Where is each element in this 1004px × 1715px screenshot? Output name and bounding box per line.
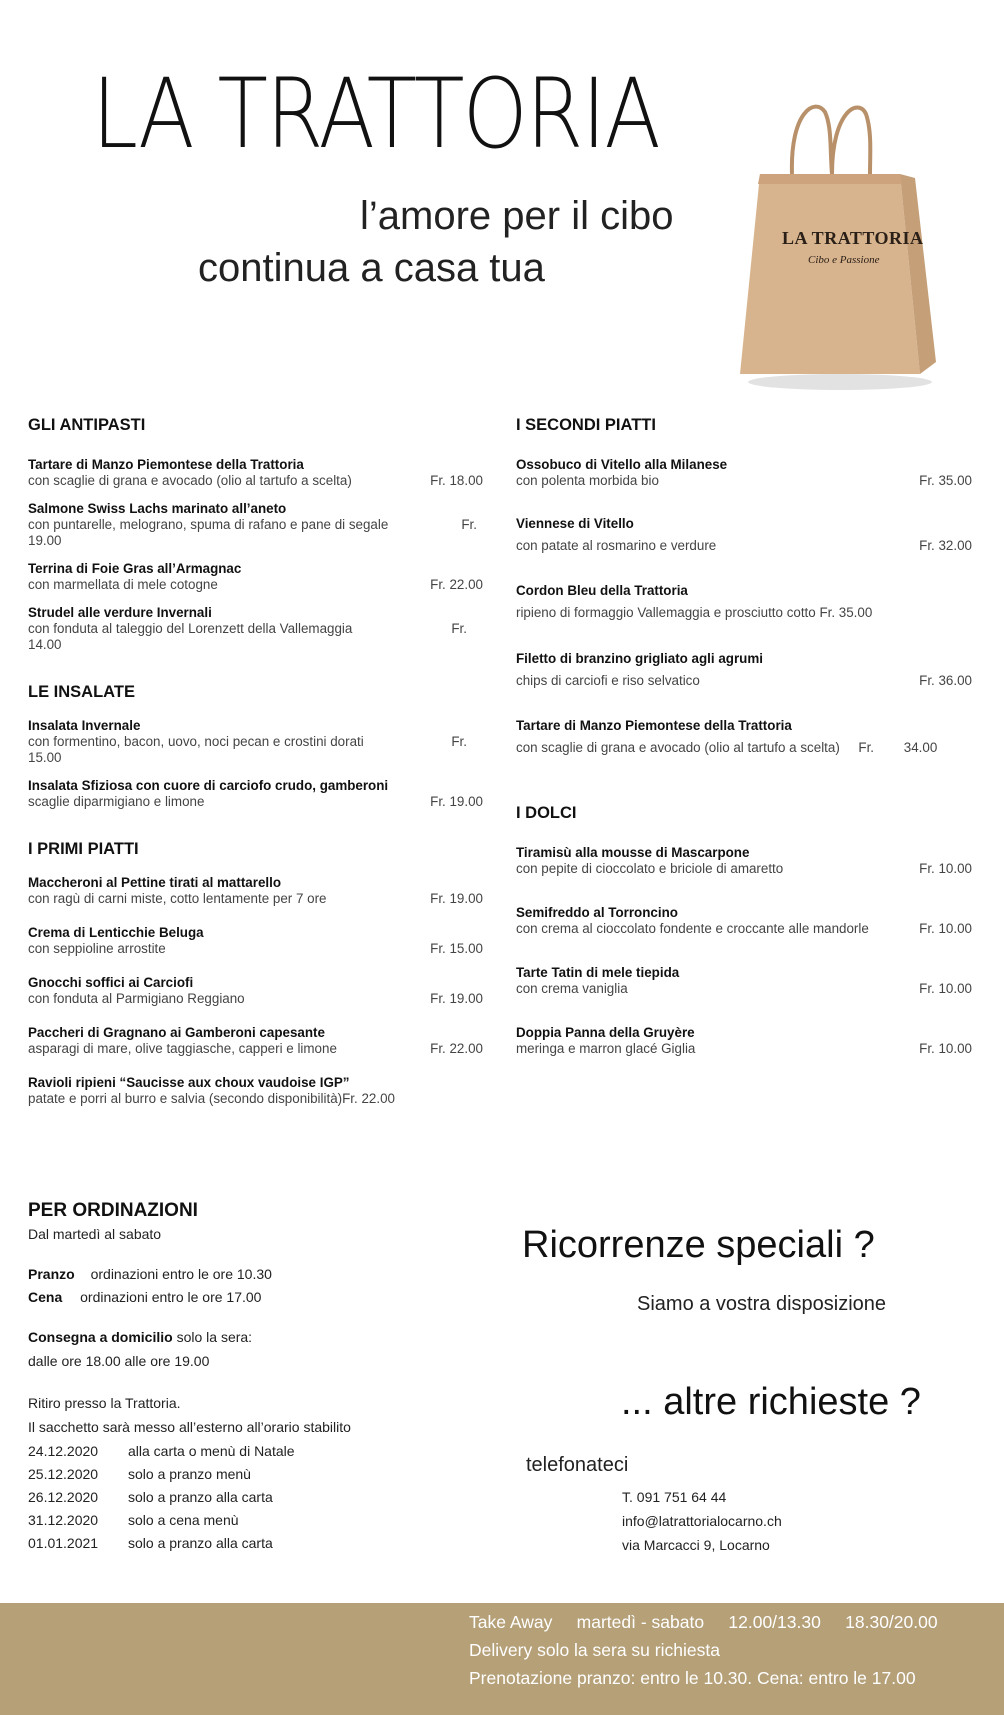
menu-item: [516, 457, 972, 489]
item-desc: con patate al rosmarino e verdure: [516, 538, 717, 553]
bag-brand: LA TRATTORIA: [782, 228, 924, 248]
paper-bag-image: [740, 92, 940, 392]
item-price: Fr. 18.00: [430, 473, 483, 488]
ordering-title: PER ORDINAZIONI: [28, 1200, 198, 1221]
holiday-date: 31.12.2020: [28, 1512, 99, 1528]
menu-item: [28, 778, 483, 810]
holiday-note: solo a pranzo menù: [128, 1466, 251, 1482]
holiday-date: 25.12.2020: [28, 1466, 99, 1482]
holiday-date-row: [28, 1466, 488, 1482]
item-desc: con crema vaniglia: [516, 981, 628, 996]
item-name: Crema di Lenticchie Beluga: [28, 925, 204, 940]
item-price: Fr. 10.00: [919, 861, 972, 876]
item-desc: con formentino, bacon, uovo, noci pecan e crostini dorati: [28, 734, 364, 749]
item-name: Tartare di Manzo Piemontese della Trattoria: [516, 718, 792, 733]
ritiro-line-2: Il sacchetto sarà messo all’esterno all’orario stabilito: [28, 1419, 351, 1435]
contact-phone[interactable]: T. 091 751 64 44: [622, 1489, 727, 1505]
consegna-row: [28, 1329, 488, 1345]
section-title-insalate: LE INSALATE: [28, 683, 135, 701]
item-price: Fr. 36.00: [919, 673, 972, 688]
item-name: Doppia Panna della Gruyère: [516, 1025, 695, 1040]
section-title-secondi: I SECONDI PIATTI: [516, 416, 656, 434]
holiday-note: alla carta o menù di Natale: [128, 1443, 295, 1459]
item-name: Tarte Tatin di mele tiepida: [516, 965, 680, 980]
item-name: Insalata Sfiziosa con cuore di carciofo crudo, gamberoni: [28, 778, 389, 793]
item-desc: patate e porri al burro e salvia (secondo disponibilità)Fr. 22.00: [28, 1091, 395, 1106]
item-price: Fr. 19.00: [430, 991, 483, 1006]
item-desc: con seppioline arrostite: [28, 941, 166, 956]
page-title: LA TRATTORIA: [92, 58, 660, 170]
item-name: Semifreddo al Torroncino: [516, 905, 678, 920]
item-name: Cordon Bleu della Trattoria: [516, 583, 688, 598]
item-desc: con marmellata di mele cotogne: [28, 577, 218, 592]
footer-prenotazione: Prenotazione pranzo: entro le 10.30. Cena: entro le 17.00: [469, 1668, 916, 1688]
tagline-2: continua a casa tua: [198, 246, 545, 290]
item-price: Fr. 19.00: [430, 794, 483, 809]
pranzo-text: ordinazioni entro le ore 10.30: [90, 1266, 272, 1282]
item-price: Fr. 35.00: [919, 473, 972, 488]
holiday-note: solo a pranzo alla carta: [128, 1535, 273, 1551]
item-price-wrap: 19.00: [28, 533, 62, 548]
holiday-note: solo a cena menù: [128, 1512, 239, 1528]
item-name: Tiramisù alla mousse di Mascarpone: [516, 845, 750, 860]
menu-right-column: [516, 416, 972, 1057]
menu-item: [28, 457, 483, 489]
item-name: Viennese di Vitello: [516, 516, 634, 531]
item-desc: scaglie diparmigiano e limone: [28, 794, 205, 809]
menu-item: [28, 1075, 483, 1107]
menu-item: [516, 905, 972, 937]
holiday-date: 26.12.2020: [28, 1489, 99, 1505]
item-name: Filetto di branzino grigliato agli agrumi: [516, 651, 763, 666]
holiday-dates-list: [28, 1443, 488, 1551]
item-name: Ravioli ripieni “Saucisse aux choux vaudoise IGP”: [28, 1075, 350, 1090]
item-price: Fr. 10.00: [919, 981, 972, 996]
consegna-label: Consegna a domicilio: [28, 1329, 173, 1345]
item-price: Fr. 22.00: [430, 577, 483, 592]
item-price: Fr.: [451, 621, 467, 636]
holiday-date-row: [28, 1535, 488, 1551]
contact-email[interactable]: info@latrattorialocarno.ch: [622, 1513, 782, 1529]
item-desc: ripieno di formaggio Vallemaggia e prosciutto cotto Fr. 35.00: [516, 605, 873, 620]
menu-item: [28, 875, 483, 907]
menu-item: [28, 975, 483, 1007]
item-desc: con crema al cioccolato fondente e croccante alle mandorle: [516, 921, 869, 936]
item-desc: con pepite di cioccolato e briciole di amaretto: [516, 861, 784, 876]
item-name: Paccheri di Gragnano ai Gamberoni capesante: [28, 1025, 325, 1040]
item-name: Ossobuco di Vitello alla Milanese: [516, 457, 728, 472]
menu-item: [516, 516, 972, 554]
menu-item: [516, 718, 972, 756]
pranzo-label: Pranzo: [28, 1266, 75, 1282]
holiday-date: 01.01.2021: [28, 1535, 99, 1551]
item-name: Strudel alle verdure Invernali: [28, 605, 212, 620]
disposizione-text: Siamo a vostra disposizione: [637, 1293, 887, 1315]
item-price: Fr. 10.00: [919, 921, 972, 936]
item-price-wrap: 14.00: [28, 637, 62, 652]
cena-row: [28, 1289, 488, 1305]
item-price: Fr.: [451, 734, 467, 749]
menu-item: [516, 965, 972, 997]
menu-item: [28, 561, 483, 593]
holiday-date-row: [28, 1512, 488, 1528]
item-name: Salmone Swiss Lachs marinato all’aneto: [28, 501, 287, 516]
menu-left-column: [28, 416, 483, 1107]
bag-slogan: Cibo e Passione: [808, 254, 880, 266]
menu-item: [28, 605, 483, 653]
footer-bar: [0, 1603, 1004, 1715]
cena-text: ordinazioni entro le ore 17.00: [80, 1289, 262, 1305]
menu-item: [516, 583, 972, 621]
section-title-dolci: I DOLCI: [516, 804, 577, 822]
ordering-days: Dal martedì al sabato: [28, 1226, 162, 1242]
item-price: Fr. 10.00: [919, 1041, 972, 1056]
item-desc: con ragù di carni miste, cotto lentamente per 7 ore: [28, 891, 327, 906]
consegna-text: solo la sera:: [172, 1329, 253, 1345]
item-price: Fr. 15.00: [430, 941, 483, 956]
menu-item: [28, 501, 483, 549]
footer-delivery: Delivery solo la sera su richiesta: [469, 1640, 720, 1660]
section-title-antipasti: GLI ANTIPASTI: [28, 416, 146, 434]
ordering-info: [28, 1200, 488, 1558]
item-desc: con scaglie di grana e avocado (olio al tartufo a scelta): [28, 473, 352, 488]
holiday-note: solo a pranzo alla carta: [128, 1489, 273, 1505]
item-name: Maccheroni al Pettine tirati al mattarello: [28, 875, 282, 890]
item-price: Fr. 32.00: [919, 538, 972, 553]
item-name: Insalata Invernale: [28, 718, 141, 733]
menu-item: [28, 925, 483, 957]
contact-address: via Marcacci 9, Locarno: [622, 1537, 770, 1553]
item-price: Fr.: [461, 517, 477, 532]
pranzo-row: [28, 1266, 488, 1282]
cena-label: Cena: [28, 1289, 63, 1305]
altre-richieste-heading: ... altre richieste ?: [621, 1381, 921, 1423]
item-desc: chips di carciofi e riso selvatico: [516, 673, 700, 688]
menu-item: [28, 1025, 483, 1057]
holiday-date-row: [28, 1489, 488, 1505]
item-name: Tartare di Manzo Piemontese della Trattoria: [28, 457, 304, 472]
menu-item: [516, 651, 972, 689]
footer-takeaway: Take Away martedì - sabato 12.00/13.30 18.30/20.00: [469, 1612, 938, 1632]
menu-item: [28, 718, 483, 766]
item-desc: con scaglie di grana e avocado (olio al tartufo a scelta) Fr. 34.00: [516, 740, 938, 755]
menu-item: [516, 1025, 972, 1057]
item-name: Gnocchi soffici ai Carciofi: [28, 975, 194, 990]
item-price: Fr. 19.00: [430, 891, 483, 906]
section-title-primi: I PRIMI PIATTI: [28, 840, 139, 858]
ritiro-line-1: Ritiro presso la Trattoria.: [28, 1395, 181, 1411]
item-price-wrap: 15.00: [28, 750, 62, 765]
item-desc: con fonduta al taleggio del Lorenzett della Vallemaggia: [28, 621, 353, 636]
item-desc: meringa e marron glacé Giglia: [516, 1041, 696, 1056]
consegna-hours: dalle ore 18.00 alle ore 19.00: [28, 1353, 210, 1369]
item-desc: asparagi di mare, olive taggiasche, capperi e limone: [28, 1041, 337, 1056]
item-desc: con polenta morbida bio: [516, 473, 659, 488]
holiday-date: 24.12.2020: [28, 1443, 99, 1459]
telefonateci-text: telefonateci: [526, 1454, 629, 1476]
item-desc: con puntarelle, melograno, spuma di rafano e pane di segale: [28, 517, 389, 532]
ricorrenze-heading: Ricorrenze speciali ?: [522, 1224, 875, 1266]
item-name: Terrina di Foie Gras all’Armagnac: [28, 561, 242, 576]
item-desc: con fonduta al Parmigiano Reggiano: [28, 991, 245, 1006]
menu-item: [516, 845, 972, 877]
holiday-date-row: [28, 1443, 488, 1459]
item-price: Fr. 22.00: [430, 1041, 483, 1056]
tagline-1: l’amore per il cibo: [360, 194, 674, 238]
